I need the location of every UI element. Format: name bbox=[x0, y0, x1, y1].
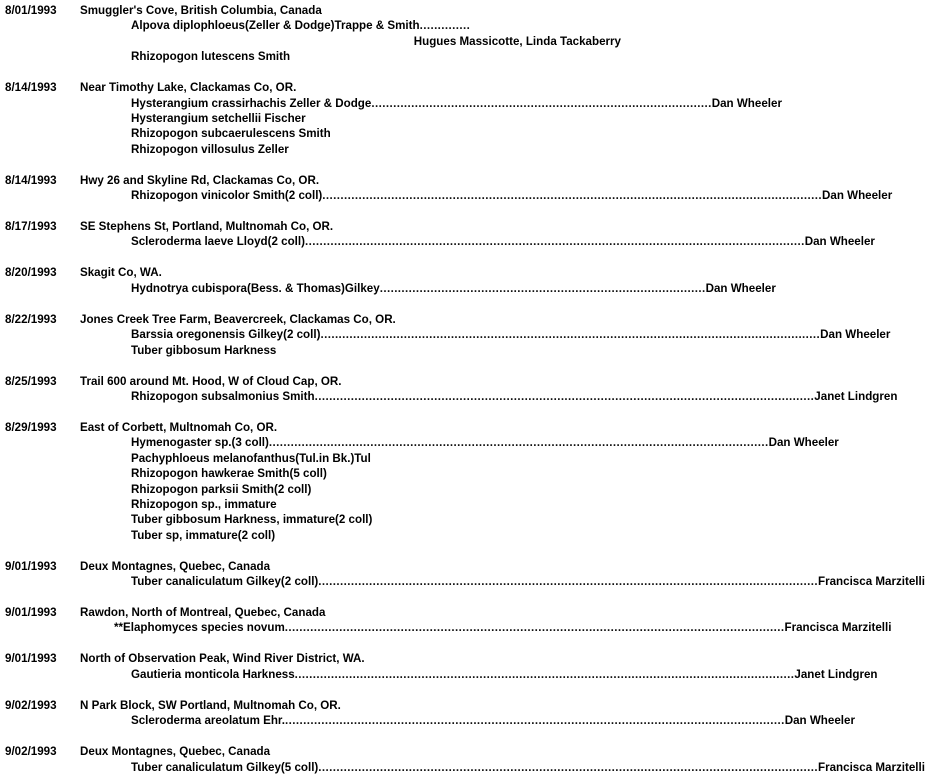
record-date: 9/01/1993 bbox=[5, 652, 57, 666]
record-entry bbox=[0, 559, 925, 590]
species-name: Alpova diplophloeus(Zeller & Dodge)Trappe & Smith bbox=[131, 19, 420, 33]
record-date: 8/20/1993 bbox=[5, 266, 57, 280]
collector-name: Dan Wheeler bbox=[820, 328, 891, 342]
collector-name: Francisca Marzitelli bbox=[818, 760, 925, 774]
species-name: Rhizopogon subsalmonius Smith bbox=[131, 389, 315, 403]
collector-name: Janet Lindgren bbox=[794, 667, 878, 681]
record-entry bbox=[0, 173, 893, 204]
species-name: Tuber canaliculatum Gilkey(2 coll) bbox=[131, 575, 319, 589]
species-name: Hydnotrya cubispora(Bess. & Thomas)Gilkey bbox=[131, 281, 380, 295]
record-entry bbox=[0, 651, 878, 682]
leader-dots: .......................................................................................................................................... bbox=[284, 621, 785, 635]
record-location: SE Stephens St, Portland, Multnomah Co, OR. bbox=[80, 220, 334, 234]
leader-dots: .......................................................................................................................................... bbox=[268, 436, 769, 450]
record-location: Rawdon, North of Montreal, Quebec, Canada bbox=[80, 606, 326, 620]
record-date: 8/29/1993 bbox=[5, 420, 57, 434]
leader-dots: .............. bbox=[419, 19, 471, 33]
species-name: Rhizopogon vinicolor Smith(2 coll) bbox=[131, 189, 323, 203]
leader-dots: .......................................................................................................................................... bbox=[320, 328, 821, 342]
collector-names: Hugues Massicotte, Linda Tackaberry bbox=[413, 34, 621, 48]
collector-name: Janet Lindgren bbox=[814, 389, 898, 403]
record-date: 8/17/1993 bbox=[5, 220, 57, 234]
species-name: **Elaphomyces species novum bbox=[114, 621, 285, 635]
record-date: 8/14/1993 bbox=[5, 81, 57, 95]
species-name: Rhizopogon villosulus Zeller bbox=[131, 142, 289, 156]
species-name: Rhizopogon hawkerae Smith(5 coll) bbox=[131, 467, 327, 481]
record-date: 9/01/1993 bbox=[5, 606, 57, 620]
record-date: 8/01/1993 bbox=[5, 4, 57, 17]
species-name: Rhizopogon lutescens Smith bbox=[131, 50, 291, 64]
species-name: Tuber canaliculatum Gilkey(5 coll) bbox=[131, 760, 319, 774]
leader-dots: .......................................................................................................................................... bbox=[318, 575, 818, 589]
record-entry bbox=[0, 374, 898, 405]
species-name: Gautieria monticola Harkness bbox=[131, 667, 295, 681]
record-date: 9/01/1993 bbox=[5, 559, 57, 573]
species-name: Rhizopogon sp., immature bbox=[131, 497, 277, 511]
record-location: Skagit Co, WA. bbox=[80, 266, 162, 280]
record-entry bbox=[0, 744, 925, 775]
record-location: Deux Montagnes, Quebec, Canada bbox=[80, 559, 271, 573]
record-location: Hwy 26 and Skyline Rd, Clackamas Co, OR. bbox=[80, 173, 320, 187]
record-entry bbox=[0, 3, 626, 65]
species-name: Rhizopogon parksii Smith(2 coll) bbox=[131, 482, 312, 496]
record-location: Near Timothy Lake, Clackamas Co, OR. bbox=[80, 81, 297, 95]
record-location: N Park Block, SW Portland, Multnomah Co, OR. bbox=[80, 698, 341, 712]
record-entry bbox=[0, 420, 839, 543]
species-name: Hymenogaster sp.(3 coll) bbox=[131, 436, 269, 450]
record-date: 8/14/1993 bbox=[5, 173, 57, 187]
collector-name: Dan Wheeler bbox=[804, 235, 875, 249]
collector-name: Francisca Marzitelli bbox=[784, 621, 892, 635]
leader-dots: .......................................................................................................................................... bbox=[318, 760, 818, 774]
species-name: Pachyphloeus melanofanthus(Tul.in Bk.)Tul bbox=[131, 451, 371, 465]
record-entry bbox=[0, 312, 891, 358]
collector-name: Dan Wheeler bbox=[784, 714, 855, 728]
leader-dots: .......................................................................................................................................... bbox=[322, 189, 823, 203]
species-name: Tuber gibbosum Harkness, immature(2 coll) bbox=[131, 513, 373, 527]
leader-dots: .......................................................................................................................................... bbox=[294, 667, 795, 681]
record-entry bbox=[0, 219, 875, 250]
record-date: 9/02/1993 bbox=[5, 698, 57, 712]
record-location: Smuggler's Cove, British Columbia, Canada bbox=[80, 4, 322, 17]
collector-name: Dan Wheeler bbox=[768, 436, 839, 450]
species-name: Rhizopogon subcaerulescens Smith bbox=[131, 127, 331, 141]
leader-dots: .......................................................................................... bbox=[379, 281, 706, 295]
species-name: Scleroderma areolatum Ehr. bbox=[131, 714, 286, 728]
collector-name: Dan Wheeler bbox=[705, 281, 776, 295]
species-name: Tuber sp, immature(2 coll) bbox=[131, 528, 276, 542]
leader-dots: .............................................................................................. bbox=[371, 96, 712, 110]
leader-dots: .......................................................................................................................................... bbox=[314, 389, 815, 403]
collector-name: Dan Wheeler bbox=[711, 96, 782, 110]
species-name: Hysterangium crassirhachis Zeller & Dodge bbox=[131, 96, 372, 110]
record-location: Jones Creek Tree Farm, Beavercreek, Clackamas Co, OR. bbox=[80, 312, 396, 326]
record-date: 8/22/1993 bbox=[5, 312, 57, 326]
record-location: East of Corbett, Multnomah Co, OR. bbox=[80, 420, 278, 434]
species-name: Hysterangium setchellii Fischer bbox=[131, 111, 306, 125]
record-date: 8/25/1993 bbox=[5, 374, 57, 388]
leader-dots: .......................................................................................................................................... bbox=[304, 235, 805, 249]
species-name: Barssia oregonensis Gilkey(2 coll) bbox=[131, 328, 321, 342]
species-name: Scleroderma laeve Lloyd(2 coll) bbox=[131, 235, 305, 249]
leader-dots: .......................................................................................................................................... bbox=[285, 714, 785, 728]
record-location: Trail 600 around Mt. Hood, W of Cloud Cap, OR. bbox=[80, 374, 342, 388]
record-entry bbox=[0, 265, 776, 296]
record-entry bbox=[0, 698, 855, 729]
collector-name: Francisca Marzitelli bbox=[818, 575, 925, 589]
record-location: North of Observation Peak, Wind River District, WA. bbox=[80, 652, 365, 666]
species-name: Tuber gibbosum Harkness bbox=[131, 343, 277, 357]
record-entry bbox=[0, 80, 782, 157]
record-entry bbox=[0, 605, 892, 636]
collector-name: Dan Wheeler bbox=[822, 189, 893, 203]
record-date: 9/02/1993 bbox=[5, 745, 57, 759]
record-location: Deux Montagnes, Quebec, Canada bbox=[80, 745, 271, 759]
